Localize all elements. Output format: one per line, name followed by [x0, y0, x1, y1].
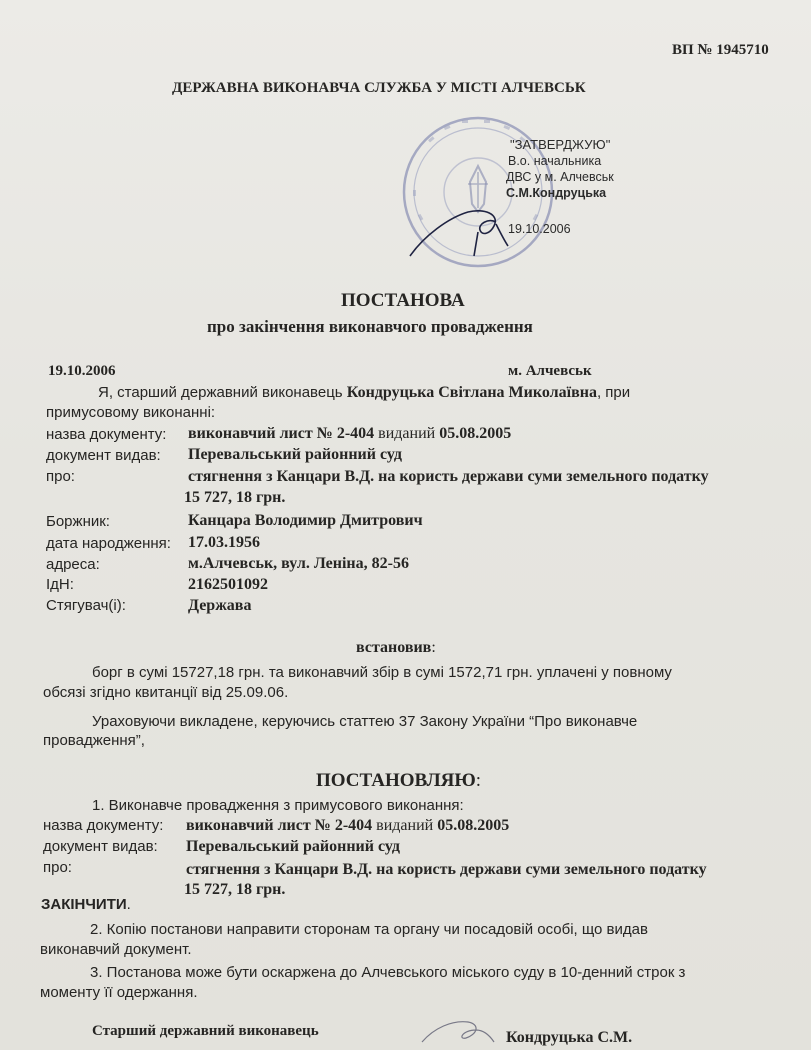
- resolve-doc-name-label: назва документу:: [43, 817, 164, 834]
- creditor-label: Стягувач(і):: [46, 597, 126, 614]
- resolve-colon: :: [475, 770, 482, 791]
- resolve-issuer-value: Перевальський районний суд: [186, 838, 400, 855]
- resolve-item-1: 1. Виконавче провадження з примусового виконання:: [92, 797, 464, 814]
- established-p1-line2: обсязі згідно квитанції від 25.09.06.: [43, 684, 289, 701]
- resolve-doc-issue-date: 05.08.2005: [437, 817, 510, 834]
- established-p2-line1: Ураховуючи викладене, керуючись статтею 37 Закону України “Про виконавче: [92, 713, 638, 730]
- approval-line-2: ДВС у м. Алчевськ: [506, 170, 614, 184]
- resolve-about-line-2: 15 727, 18 грн.: [184, 881, 286, 898]
- established-text: встановив: [356, 639, 432, 656]
- dob-value: 17.03.1956: [188, 534, 260, 551]
- resolve-issuer-label: документ видав:: [43, 838, 158, 855]
- established-p2-line2: провадження”,: [43, 732, 145, 749]
- address-label: адреса:: [46, 556, 100, 573]
- resolve-item-2-line1: 2. Копію постанови направити сторонам та органу чи посадовій особі, що видав: [90, 921, 648, 938]
- debtor-value: Канцара Володимир Дмитрович: [188, 512, 423, 529]
- executor-name: Кондруцька Світлана Миколаївна: [346, 384, 597, 401]
- doc-issued-text: виданий: [374, 425, 440, 442]
- doc-name-label: назва документу:: [46, 426, 167, 443]
- debtor-label: Боржник:: [46, 513, 110, 530]
- resolve-doc-name-value: [186, 817, 509, 835]
- established-p1-line1: борг в сумі 15727,18 грн. та виконавчий збір в сумі 1572,71 грн. уплачені у повному: [92, 664, 672, 681]
- resolve-item-3-line1: 3. Постанова може бути оскаржена до Алчевського міського суду в 10-денний строк з: [90, 964, 686, 981]
- intro-suffix: , при: [596, 384, 631, 401]
- about-line-1: стягнення з Канцари В.Д. на користь держави суми земельного податку: [188, 468, 709, 485]
- intro-line-2: примусовому виконанні:: [46, 404, 216, 421]
- about-line-2: 15 727, 18 грн.: [184, 489, 286, 506]
- approval-heading: "ЗАТВЕРДЖУЮ": [510, 137, 611, 152]
- resolve-heading: [316, 770, 481, 792]
- address-value: м.Алчевськ, вул. Леніна, 82-56: [188, 555, 409, 572]
- approval-signature: [404, 196, 514, 266]
- signer-name: Кондруцька С.М.: [506, 1029, 633, 1046]
- resolve-item-2-line2: виконавчий документ.: [40, 941, 192, 958]
- approval-line-1: В.о. начальника: [508, 154, 602, 168]
- resolve-about-label: про:: [43, 859, 72, 876]
- established-colon: :: [431, 639, 436, 656]
- finish-text: ЗАКІНЧИТИ: [41, 896, 127, 913]
- executor-signature: [418, 1012, 498, 1050]
- finish-dot: .: [126, 896, 131, 913]
- document-number: ВП № 1945710: [672, 42, 769, 58]
- resolve-doc-issued-text: виданий: [372, 817, 438, 834]
- about-label: про:: [46, 468, 75, 485]
- resolve-about-line-1: стягнення з Канцари В.Д. на користь держави суми земельного податку: [186, 861, 707, 878]
- approval-signer: С.М.Кондруцька: [506, 186, 607, 200]
- issuer-label: документ видав:: [46, 447, 161, 464]
- intro-prefix: Я, старший державний виконавець: [98, 384, 343, 401]
- approval-date: 19.10.2006: [508, 222, 571, 236]
- issuer-value: Перевальський районний суд: [188, 446, 402, 463]
- document-date: 19.10.2006: [48, 363, 116, 379]
- document-city: м. Алчевськ: [508, 363, 592, 379]
- doc-name-text: виконавчий лист № 2-404: [188, 425, 375, 442]
- intro-line-1: [98, 384, 630, 402]
- idn-value: 2162501092: [188, 576, 268, 593]
- resolve-item-3-line2: моменту її одержання.: [40, 984, 198, 1001]
- agency-title: ДЕРЖАВНА ВИКОНАВЧА СЛУЖБА У МІСТІ АЛЧЕВСЬК: [172, 80, 586, 96]
- resolve-doc-name-text: виконавчий лист № 2-404: [186, 817, 373, 834]
- established-heading: [356, 639, 436, 657]
- dob-label: дата народження:: [46, 535, 171, 552]
- creditor-value: Держава: [188, 597, 252, 614]
- resolve-text: ПОСТАНОВЛЯЮ: [316, 770, 476, 791]
- finish-label: [41, 896, 131, 913]
- signer-position: Старший державний виконавець: [92, 1023, 319, 1039]
- document-title: ПОСТАНОВА: [341, 290, 465, 311]
- document-subtitle: про закінчення виконавчого провадження: [207, 317, 533, 336]
- doc-issue-date: 05.08.2005: [439, 425, 512, 442]
- idn-label: ІдН:: [46, 576, 74, 593]
- doc-name-value: [188, 425, 511, 443]
